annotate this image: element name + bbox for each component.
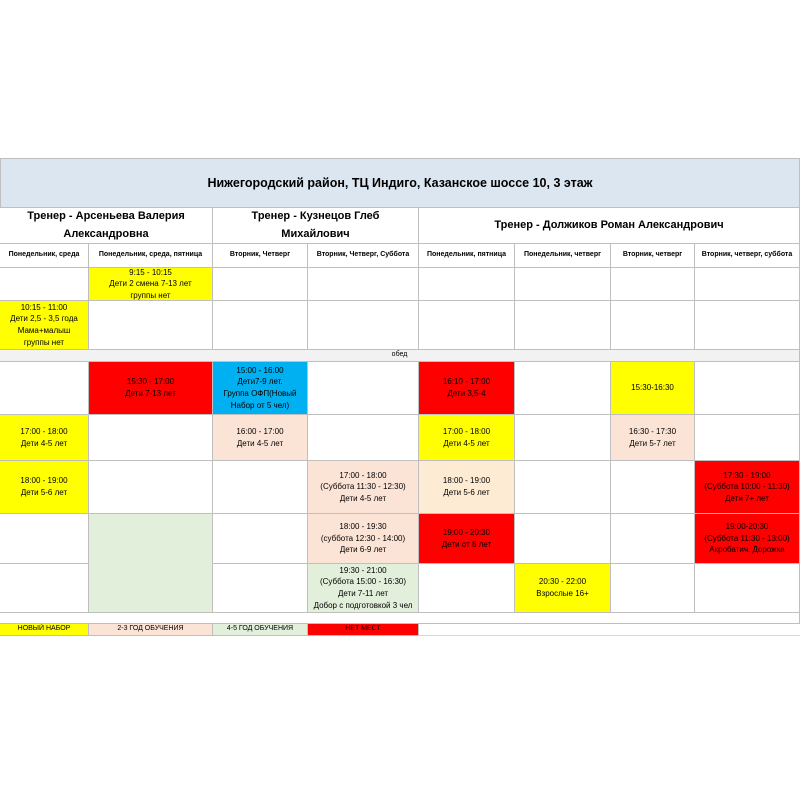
slot-cell: 18:00 - 19:30 (суббота 12:30 - 14:00) Дети 6-9 лет bbox=[308, 514, 419, 564]
empty-cell bbox=[308, 415, 419, 461]
empty-cell bbox=[515, 415, 611, 461]
slot-cell: 15:30 - 17:00 Дети 7-13 лет bbox=[89, 362, 213, 415]
trainer-header-arsenyeva: Тренер - Арсеньева Валерия Александровна bbox=[0, 208, 213, 244]
empty-cell bbox=[695, 301, 800, 350]
empty-cell bbox=[0, 268, 89, 301]
empty-cell bbox=[695, 268, 800, 301]
slot-cell: 18:00 - 19:00 Дети 5-6 лет bbox=[0, 461, 89, 514]
empty-cell bbox=[419, 564, 515, 613]
slot-cell: 19:00-20:30 (Суббота 11:30 - 13:00) Акробатич. Дорожка bbox=[695, 514, 800, 564]
day-header: Понедельник, пятница bbox=[419, 244, 515, 268]
slot-cell: 10:15 - 11:00 Дети 2,5 - 3,5 года Мама+малыш группы нет bbox=[0, 301, 89, 350]
grid-line bbox=[419, 635, 800, 636]
legend-new-group: НОВЫЙ НАБОР bbox=[0, 624, 89, 636]
empty-cell bbox=[213, 461, 308, 514]
empty-cell bbox=[89, 301, 213, 350]
empty-cell bbox=[308, 362, 419, 415]
empty-cell bbox=[695, 564, 800, 613]
empty-cell bbox=[213, 268, 308, 301]
empty-cell bbox=[611, 268, 695, 301]
day-header: Понедельник, среда bbox=[0, 244, 89, 268]
lunch-row: обед bbox=[0, 350, 800, 362]
slot-cell: 16:30 - 17:30 Дети 5-7 лет bbox=[611, 415, 695, 461]
slot-cell: 19:30 - 21:00 (Суббота 15:00 - 16:30) Дети 7-11 лет Добор с подготовкой 3 чел bbox=[308, 564, 419, 613]
schedule-title: Нижегородский район, ТЦ Индиго, Казанское шоссе 10, 3 этаж bbox=[0, 158, 800, 208]
legend-no-places: НЕТ МЕСТ bbox=[308, 624, 419, 636]
empty-cell bbox=[213, 301, 308, 350]
empty-green-cell bbox=[89, 514, 213, 613]
empty-cell bbox=[695, 362, 800, 415]
empty-cell bbox=[0, 564, 89, 613]
empty-cell bbox=[515, 461, 611, 514]
empty-cell bbox=[0, 514, 89, 564]
slot-cell: 17:00 - 18:00 (Суббота 11:30 - 12:30) Дети 4-5 лет bbox=[308, 461, 419, 514]
slot-cell: 17:00 - 18:00 Дети 4-5 лет bbox=[0, 415, 89, 461]
day-header: Вторник, четверг, суббота bbox=[695, 244, 800, 268]
legend-years-2-3: 2-3 ГОД ОБУЧЕНИЯ bbox=[89, 624, 213, 636]
empty-cell bbox=[0, 362, 89, 415]
empty-cell bbox=[308, 268, 419, 301]
empty-cell bbox=[515, 301, 611, 350]
slot-cell: 20:30 - 22:00 Взрослые 16+ bbox=[515, 564, 611, 613]
trainer-header-kuznetsov: Тренер - Кузнецов Глеб Михайлович bbox=[213, 208, 419, 244]
spacer-row bbox=[0, 613, 800, 624]
empty-cell bbox=[213, 514, 308, 564]
empty-cell bbox=[419, 301, 515, 350]
day-header: Вторник, Четверг, Суббота bbox=[308, 244, 419, 268]
empty-cell bbox=[611, 514, 695, 564]
empty-cell bbox=[695, 415, 800, 461]
empty-cell bbox=[515, 268, 611, 301]
slot-cell: 16:00 - 17:00 Дети 4-5 лет bbox=[213, 415, 308, 461]
empty-cell bbox=[611, 301, 695, 350]
empty-cell bbox=[611, 564, 695, 613]
slot-cell: 15:00 - 16:00 Дети7-9 лет. Группа ОФП(Новый Набор от 5 чел) bbox=[213, 362, 308, 415]
slot-cell: 17:30 - 19:00 (Суббота 10:00 - 11:30) Дети 7+ лет bbox=[695, 461, 800, 514]
legend-years-4-5: 4-5 ГОД ОБУЧЕНИЯ bbox=[213, 624, 308, 636]
slot-cell: 15:30-16:30 bbox=[611, 362, 695, 415]
empty-cell bbox=[515, 362, 611, 415]
slot-cell: 9:15 - 10:15 Дети 2 смена 7-13 лет группы нет bbox=[89, 268, 213, 301]
empty-cell bbox=[515, 514, 611, 564]
empty-cell bbox=[213, 564, 308, 613]
slot-cell: 19:00 - 20:30 Дети от 8 лет bbox=[419, 514, 515, 564]
empty-cell bbox=[89, 415, 213, 461]
empty-cell bbox=[611, 461, 695, 514]
day-header: Вторник, четверг bbox=[611, 244, 695, 268]
day-header: Понедельник, среда, пятница bbox=[89, 244, 213, 268]
trainer-header-dolzhikov: Тренер - Должиков Роман Александрович bbox=[419, 208, 800, 244]
slot-cell: 18:00 - 19:00 Дети 5-6 лет bbox=[419, 461, 515, 514]
empty-cell bbox=[89, 461, 213, 514]
day-header: Вторник, Четверг bbox=[213, 244, 308, 268]
empty-cell bbox=[419, 268, 515, 301]
empty-cell bbox=[308, 301, 419, 350]
slot-cell: 17:00 - 18:00 Дети 4-5 лет bbox=[419, 415, 515, 461]
day-header: Понедельник, четверг bbox=[515, 244, 611, 268]
slot-cell: 16:10 - 17:00 Дети 3,5-4 bbox=[419, 362, 515, 415]
